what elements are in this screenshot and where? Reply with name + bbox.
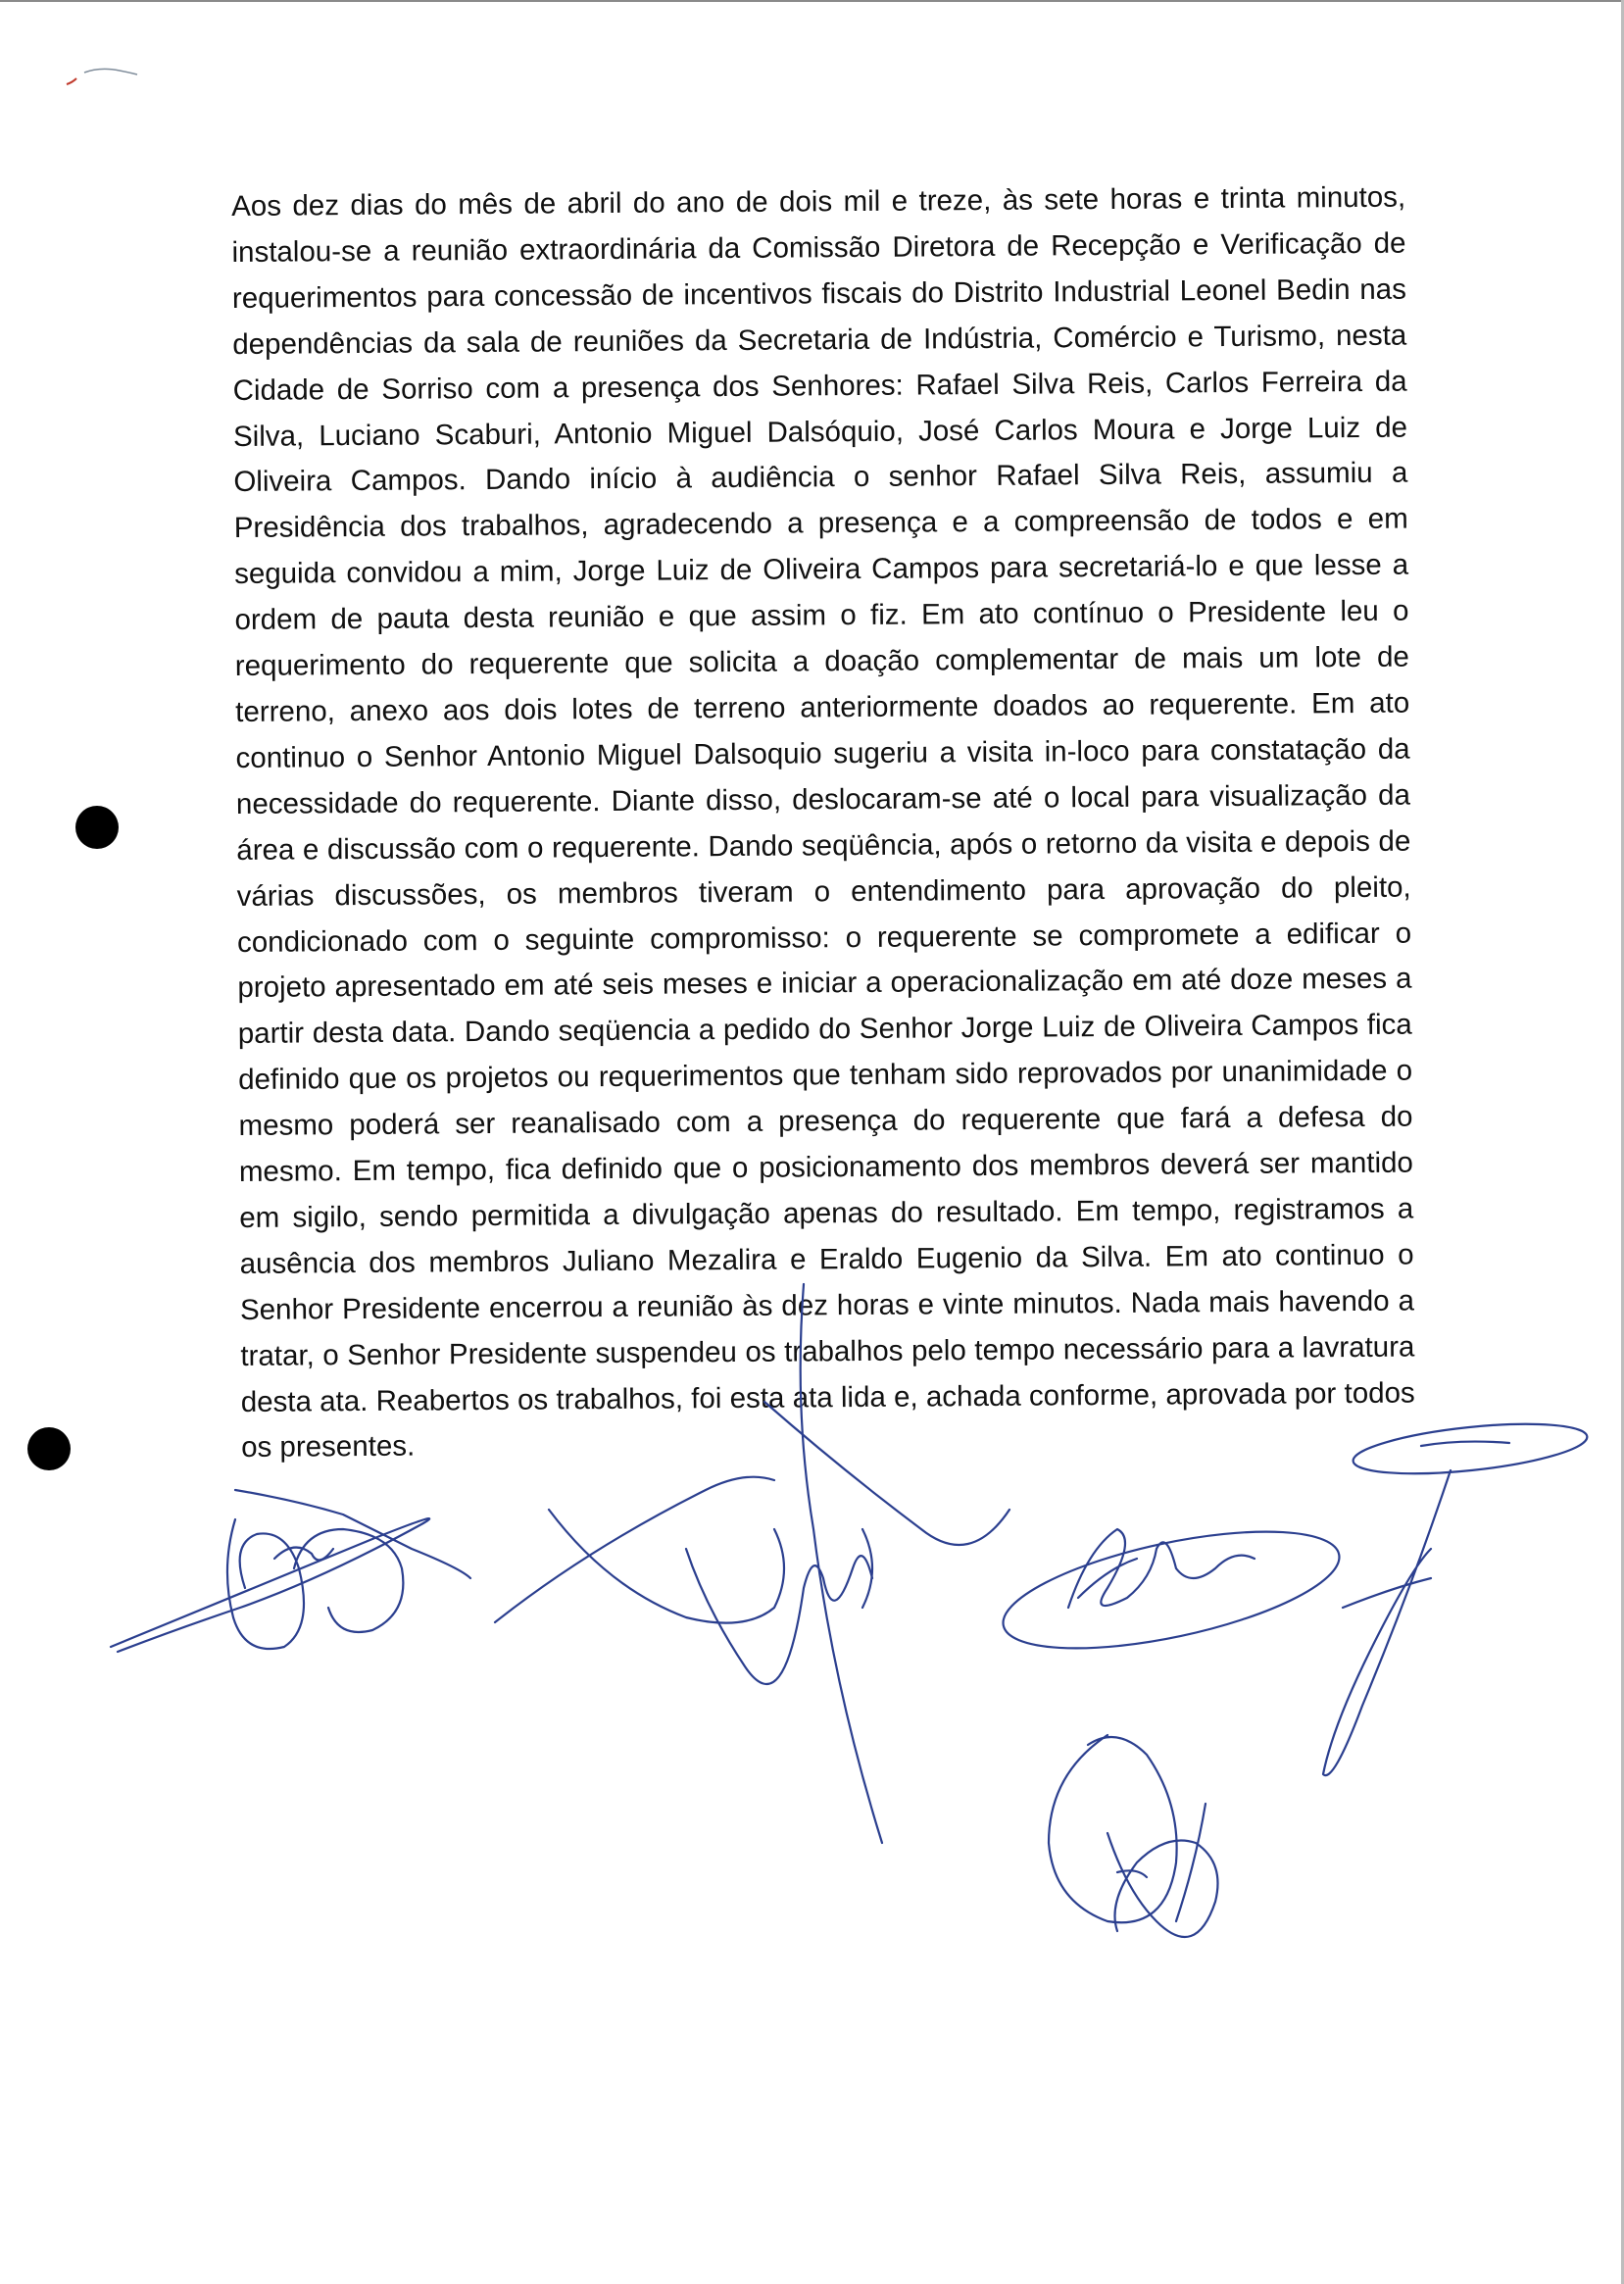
signature-5 [1049, 1735, 1218, 1937]
scan-edge-top [0, 0, 1624, 2]
signature-1 [111, 1490, 470, 1652]
punch-hole-upper [75, 806, 119, 849]
corner-pen-mark [61, 61, 149, 90]
punch-hole-lower [27, 1427, 71, 1470]
minutes-body-text: Aos dez dias do mês de abril do ano de dois mil e treze, às sete horas e trinta minutos, instalou-se a reunião extraordinária da Comissão Diretora de Recepção e Verificação de requerimentos para concessão de incentivos fiscais do Distrito Industrial Leonel Bedin nas dependências da sala de reuniões da Secretaria de Indústria, Comércio e Turismo, nesta Cidade de Sorriso com a presença dos Senhores: Rafael Silva Reis, Carlos Ferreira da Silva, Luciano Scaburi, Antonio Miguel Dalsóquio, José Carlos Moura e Jorge Luiz de Oliveira Campos. Dando início à audiência o senhor Rafael Silva Reis, assumiu a Presidência dos trabalhos, agradecendo a presença e a compreensão de todos e em seguida convidou a mim, Jorge Luiz de Oliveira Campos para secretariá-lo e que lesse a ordem de pauta desta reunião e que assim o fiz. Em ato contínuo o Presidente leu o requerimento do requerente que solicita a doação complementar de mais um lote de terreno, anexo aos dois lotes de terreno anteriormente doados ao requerente. Em ato continuo o Senhor Antonio Miguel Dalsoquio sugeriu a visita in-loco para constatação da necessidade do requerente. Diante disso, deslocaram-se até o local para visualização da área e discussão com o requerente. Dando seqüência, após o retorno da visita e depois de várias discussões, os membros tiveram o entendimento para aprovação do pleito, condicionado com o seguinte compromisso: o requerente se compromete a edificar o projeto apresentado em até seis meses e iniciar a operacionalização em até doze meses a partir desta data. Dando seqüencia a pedido do Senhor Jorge Luiz de Oliveira Campos fica definido que os projetos ou requerimentos que tenham sido reprovados por unanimidade o mesmo poderá ser reanalisado com a presença do requerente que fará a defesa do mesmo. Em tempo, fica definido que o posicionamento dos membros deverá ser mantido em sigilo, sendo permitida a divulgação apenas do resultado. Em tempo, registramos a ausência dos membros Juliano Mezalira e Eraldo Eugenio da Silva. Em ato continuo o Senhor Presidente encerrou a reunião às dez horas e vinte minutos. Nada mais havendo a tratar, o Senhor Presidente suspendeu os trabalhos pelo tempo necessário para a lavratura desta ata. Reabertos os trabalhos, foi esta ata lida e, achada conforme, aprovada por todos os presentes. [231, 180, 1415, 1465]
signature-4 [1323, 1415, 1590, 1776]
signature-3 [994, 1509, 1349, 1672]
